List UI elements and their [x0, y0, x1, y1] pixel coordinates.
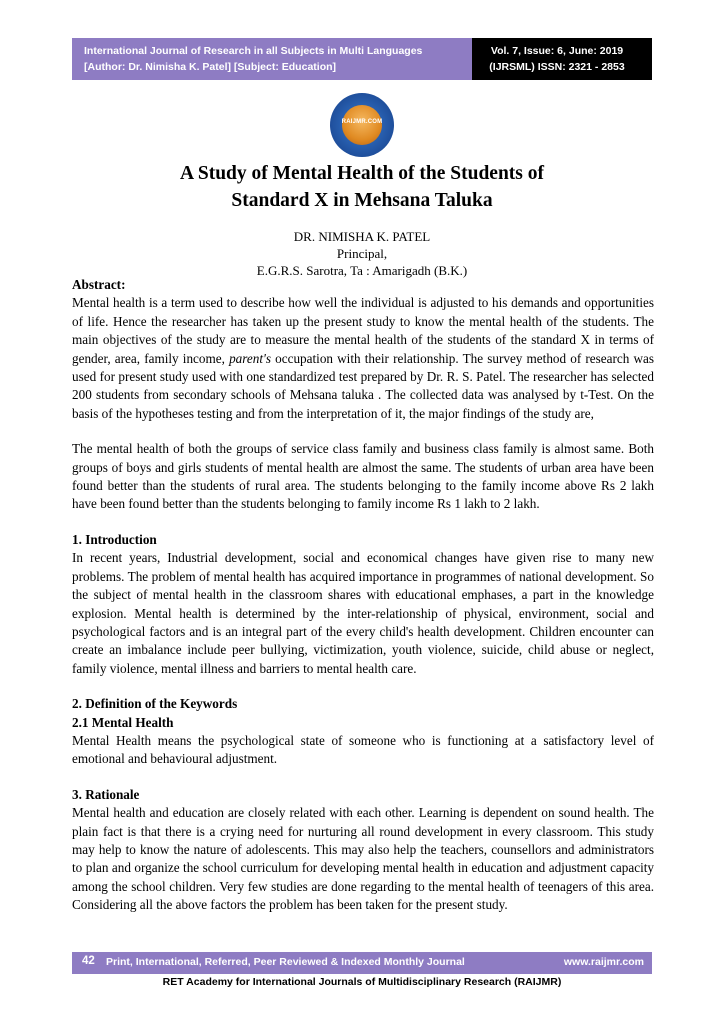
- abstract-paragraph-1: [72, 294, 654, 423]
- author-designation: Principal,: [336, 246, 388, 261]
- introduction-text: In recent years, Industrial development, social and economical changes have given rise to many new problems. The problem of mental health has acquired importance in programmes of national development. So the subject of mental health in the classroom shares with educational emphases, a part in the knowledge explosion. Mental health is determined by the inter-relationship of physical, environment, social and psychological factors and is an integral part of the every child's health development. Children encounter can create an imbalance include peer bullying, victimization, youth violence, suicide, child abuse or neglect, family violence, mental illness and barriers to mental health care.: [72, 550, 654, 676]
- page-title: [72, 160, 652, 214]
- logo-label: RAIJMR.COM: [341, 119, 383, 125]
- footer-sub-text: RET Academy for International Journals of Multidisciplinary Research (RAIJMR): [162, 976, 562, 988]
- header-journal-title: International Journal of Research in all Subjects in Multi Languages: [84, 45, 423, 57]
- definition-text: Mental Health means the psychological state of someone who is functioning at a satisfactory level of emotional and behavioural adjustment.: [72, 732, 654, 767]
- author-name: DR. NIMISHA K. PATEL: [293, 229, 431, 244]
- title-line-1: A Study of Mental Health of the Students of: [179, 163, 545, 184]
- abstract-p1-part-a: Mental health is a term used to describe how well the individual is adjusted to his demands and opportunities of life. Hence the researcher has taken up the present study to know the mental health of the students. The main objectives of the study are to measure the mental health of the students of the standard X in terms of gender, area, family income,: [72, 295, 654, 366]
- journal-logo-container: [0, 93, 724, 162]
- abstract-paragraph-2: The mental health of both the groups of service class family and business class family is almost same. Both groups of boys and girls students of mental health are almost the same. The students of urban area have been found better than the students of rural area. The students belonging to the family income above Rs 2 lakh have been found better than the students belonging to family income Rs 1 lakh to 2 lakh.: [72, 441, 654, 512]
- raijmr-logo-icon: [330, 93, 394, 157]
- rationale-text: Mental health and education are closely related with each other. Learning is dependent on sound health. The plain fact is that there is a crying need for nurturing all round development in every classroom. This study may help to know the nature of adolescents. This may also help the teachers, counsellors and administrators to plan and organize the school curriculum for developing mental health in education and adjustment capacity among the school children. Very few studies are done regarding to the mental health of teenagers of this area. Considering all the above factors the problem has been taken for the present study.: [72, 805, 654, 913]
- footer-website-link[interactable]: www.raijmr.com: [563, 956, 644, 968]
- abstract-p1-italic: parent's: [229, 350, 271, 366]
- header-journal-block: [72, 38, 472, 80]
- abstract-p1-part-b: occupation with their relationship. The survey method of research was used for present study used with one standardized test prepared by Dr. R. S. Patel. The researcher has selected 200 students from secondary schools of Mehsana taluka . The collected data was analysed by t-Test. On the basis of the hypotheses testing and from the interpretation of it, the major findings of the study are,: [72, 350, 654, 421]
- author-block: [72, 228, 652, 279]
- definition-heading: 2. Definition of the Keywords: [72, 696, 238, 712]
- page-footer: [72, 952, 652, 998]
- header-volume-line: Vol. 7, Issue: 6, June: 2019: [490, 45, 624, 57]
- header-issn-line: (IJRSML) ISSN: 2321 - 2853: [489, 61, 625, 73]
- page-header: [72, 38, 652, 80]
- header-author-subject: [Author: Dr. Nimisha K. Patel] [Subject: Education]: [84, 61, 337, 73]
- introduction-heading: 1. Introduction: [72, 531, 157, 547]
- logo-inner-circle: [342, 105, 382, 145]
- title-line-2: Standard X in Mehsana Taluka: [231, 190, 493, 211]
- abstract-heading: Abstract:: [72, 277, 126, 292]
- article-body: [72, 276, 654, 915]
- header-volume-block: [472, 38, 652, 80]
- rationale-heading: 3. Rationale: [72, 786, 140, 802]
- author-affiliation: E.G.R.S. Sarotra, Ta : Amarigadh (B.K.): [256, 263, 468, 278]
- footer-page-number: 42: [82, 955, 95, 967]
- footer-middle-text: Print, International, Referred, Peer Reviewed & Indexed Monthly Journal: [106, 956, 465, 968]
- definition-sub-heading: 2.1 Mental Health: [72, 714, 174, 730]
